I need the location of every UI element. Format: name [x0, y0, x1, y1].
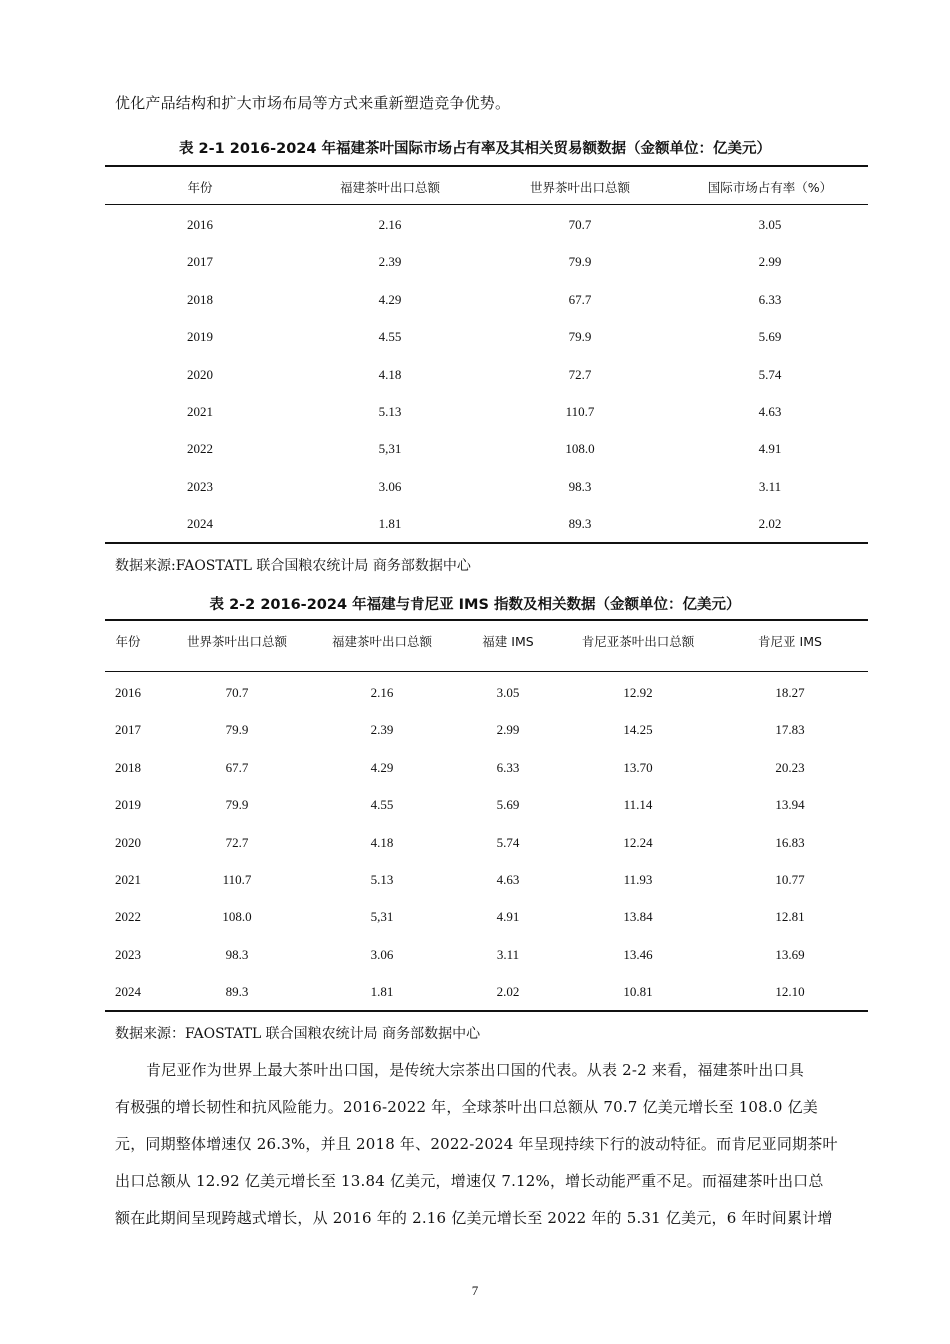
table-cell: 5.69	[496, 797, 520, 813]
table1-header-cell: 福建茶叶出口总额	[339, 180, 440, 195]
paragraph-line: 元，同期整体增速仅 26.3%，并且 2018 年、2022-2024 年呈现持续下行的波动特征。而肯尼亚同期茶叶	[115, 1135, 838, 1153]
table-cell: 89.3	[225, 984, 249, 1000]
table-cell: 17.83	[775, 722, 805, 738]
table-cell: 20.23	[775, 759, 805, 775]
table2-header-cell: 肯尼亚 IMS	[758, 634, 822, 649]
table-cell: 79.9	[568, 329, 592, 345]
table-cell: 5.74	[758, 366, 782, 382]
table-cell: 4.63	[496, 872, 520, 887]
table1-top-rule	[105, 165, 868, 167]
table-cell: 72.7	[568, 366, 592, 382]
table-cell: 5.13	[378, 404, 402, 419]
table-cell: 13.46	[623, 946, 653, 962]
table1-header-cell: 世界茶叶出口总额	[529, 180, 630, 195]
table-cell: 2021	[187, 404, 213, 419]
table-cell: 4.91	[496, 909, 520, 925]
table-cell: 4.91	[758, 441, 782, 457]
table-cell: 2.02	[758, 516, 782, 532]
table1-header-cell: 年份	[187, 180, 213, 195]
table-cell: 67.7	[568, 291, 592, 307]
table-cell: 2018	[187, 291, 213, 307]
table-cell: 5.69	[758, 329, 782, 345]
table-cell: 70.7	[568, 217, 592, 232]
table2-header-cell: 世界茶叶出口总额	[186, 634, 287, 649]
table-cell: 72.7	[225, 834, 249, 850]
table-cell: 13.84	[623, 909, 653, 925]
table-cell: 3.11	[496, 946, 520, 962]
table-cell: 2023	[187, 478, 213, 494]
table-cell: 12.24	[623, 834, 653, 850]
table-cell: 98.3	[568, 478, 592, 494]
table-cell: 16.83	[775, 834, 805, 850]
table-cell: 4.55	[378, 329, 402, 345]
table-cell: 5,31	[370, 909, 394, 925]
table-cell: 2.99	[496, 722, 520, 738]
table-cell: 3.05	[496, 685, 520, 700]
intro-line: 优化产品结构和扩大市场布局等方式来重新塑造竞争优势。	[115, 94, 511, 112]
table-cell: 4.55	[370, 797, 394, 813]
paragraph-line: 出口总额从 12.92 亿美元增长至 13.84 亿美元，增速仅 7.12%，增长动能严重不足。而福建茶叶出口总	[115, 1172, 824, 1190]
table-cell: 2.99	[758, 254, 782, 270]
table-cell: 79.9	[568, 254, 592, 270]
table-cell: 2017	[115, 722, 141, 738]
table-cell: 12.92	[623, 685, 653, 700]
table-cell: 110.7	[222, 872, 252, 887]
table-cell: 79.9	[225, 722, 249, 738]
table-cell: 11.14	[623, 797, 653, 813]
table-cell: 10.81	[623, 984, 653, 1000]
table-cell: 4.18	[370, 834, 394, 850]
table-cell: 2024	[115, 984, 141, 1000]
table-cell: 2.16	[378, 217, 402, 232]
table-cell: 2022	[115, 909, 141, 925]
table1-source: 数据来源:FAOSTATL 联合国粮农统计局 商务部数据中心	[115, 558, 471, 574]
table-cell: 108.0	[565, 441, 595, 457]
table2-header-cell: 年份	[115, 634, 141, 649]
table-cell: 2.02	[496, 984, 520, 1000]
table-cell: 3.06	[378, 478, 402, 494]
paragraph-line: 肯尼亚作为世界上最大茶叶出口国，是传统大宗茶出口国的代表。从表 2-2 来看，福建茶叶出口具	[146, 1061, 804, 1079]
table-cell: 6.33	[758, 291, 782, 307]
table-cell: 10.77	[775, 872, 805, 887]
table-cell: 2.39	[378, 254, 402, 270]
table-cell: 2018	[115, 759, 141, 775]
table-cell: 3.06	[370, 946, 394, 962]
table2-header-cell: 福建 IMS	[482, 634, 534, 649]
table-cell: 1.81	[378, 516, 402, 532]
table-cell: 67.7	[225, 759, 249, 775]
table1-bottom-rule	[105, 542, 868, 544]
table1-header-rule	[105, 204, 868, 205]
table-cell: 79.9	[225, 797, 249, 813]
table1-header-cell: 国际市场占有率（%）	[707, 180, 833, 195]
table-cell: 2017	[187, 254, 213, 270]
table-cell: 12.10	[775, 984, 805, 1000]
table-cell: 2020	[115, 834, 141, 850]
table-cell: 4.29	[370, 759, 394, 775]
table-cell: 4.63	[758, 404, 782, 419]
table2-bottom-rule	[105, 1010, 868, 1012]
table-cell: 3.11	[758, 478, 782, 494]
table-cell: 12.81	[775, 909, 805, 925]
table-cell: 2020	[187, 366, 213, 382]
table-cell: 2.16	[370, 685, 394, 700]
table-cell: 2.39	[370, 722, 394, 738]
table-cell: 13.69	[775, 946, 805, 962]
table-cell: 18.27	[775, 685, 805, 700]
table-cell: 4.29	[378, 291, 402, 307]
table-cell: 1.81	[370, 984, 394, 1000]
table-cell: 2023	[115, 946, 141, 962]
table-cell: 11.93	[623, 872, 653, 887]
table-cell: 4.18	[378, 366, 402, 382]
table-cell: 2016	[187, 217, 213, 232]
table-cell: 13.70	[623, 759, 653, 775]
table-cell: 89.3	[568, 516, 592, 532]
table-cell: 13.94	[775, 797, 805, 813]
table-cell: 110.7	[565, 404, 595, 419]
page-number: 7	[471, 1283, 479, 1298]
table-cell: 5.13	[370, 872, 394, 887]
table-cell: 6.33	[496, 759, 520, 775]
table1-caption: 表 2-1 2016-2024 年福建茶叶国际市场占有率及其相关贸易额数据（金额单位：亿美元）	[178, 141, 772, 157]
table-cell: 5,31	[378, 441, 402, 457]
paragraph-line: 额在此期间呈现跨越式增长，从 2016 年的 2.16 亿美元增长至 2022 年的 5.31 亿美元，6 年时间累计增	[115, 1209, 833, 1227]
table2-header-cell: 福建茶叶出口总额	[331, 634, 432, 649]
paragraph-line: 有极强的增长韧性和抗风险能力。2016-2022 年，全球茶叶出口总额从 70.7 亿美元增长至 108.0 亿美	[115, 1098, 819, 1116]
table-cell: 2016	[115, 685, 141, 700]
table2-header-cell: 肯尼亚茶叶出口总额	[581, 634, 695, 649]
table-cell: 2024	[187, 516, 213, 532]
table-cell: 2022	[187, 441, 213, 457]
table-cell: 70.7	[225, 685, 249, 700]
table-cell: 3.05	[758, 217, 782, 232]
table2-header-rule	[105, 671, 868, 672]
table-cell: 2021	[115, 872, 141, 887]
table-cell: 14.25	[623, 722, 653, 738]
table-cell: 108.0	[222, 909, 252, 925]
table-cell: 2019	[115, 797, 141, 813]
table-cell: 5.74	[496, 834, 520, 850]
table2-source: 数据来源：FAOSTATL 联合国粮农统计局 商务部数据中心	[115, 1026, 481, 1042]
table-cell: 2019	[187, 329, 213, 345]
table-cell: 98.3	[225, 946, 249, 962]
table2-top-rule	[105, 619, 868, 621]
table2-caption: 表 2-2 2016-2024 年福建与肯尼亚 IMS 指数及相关数据（金额单位：亿美元）	[209, 597, 741, 613]
